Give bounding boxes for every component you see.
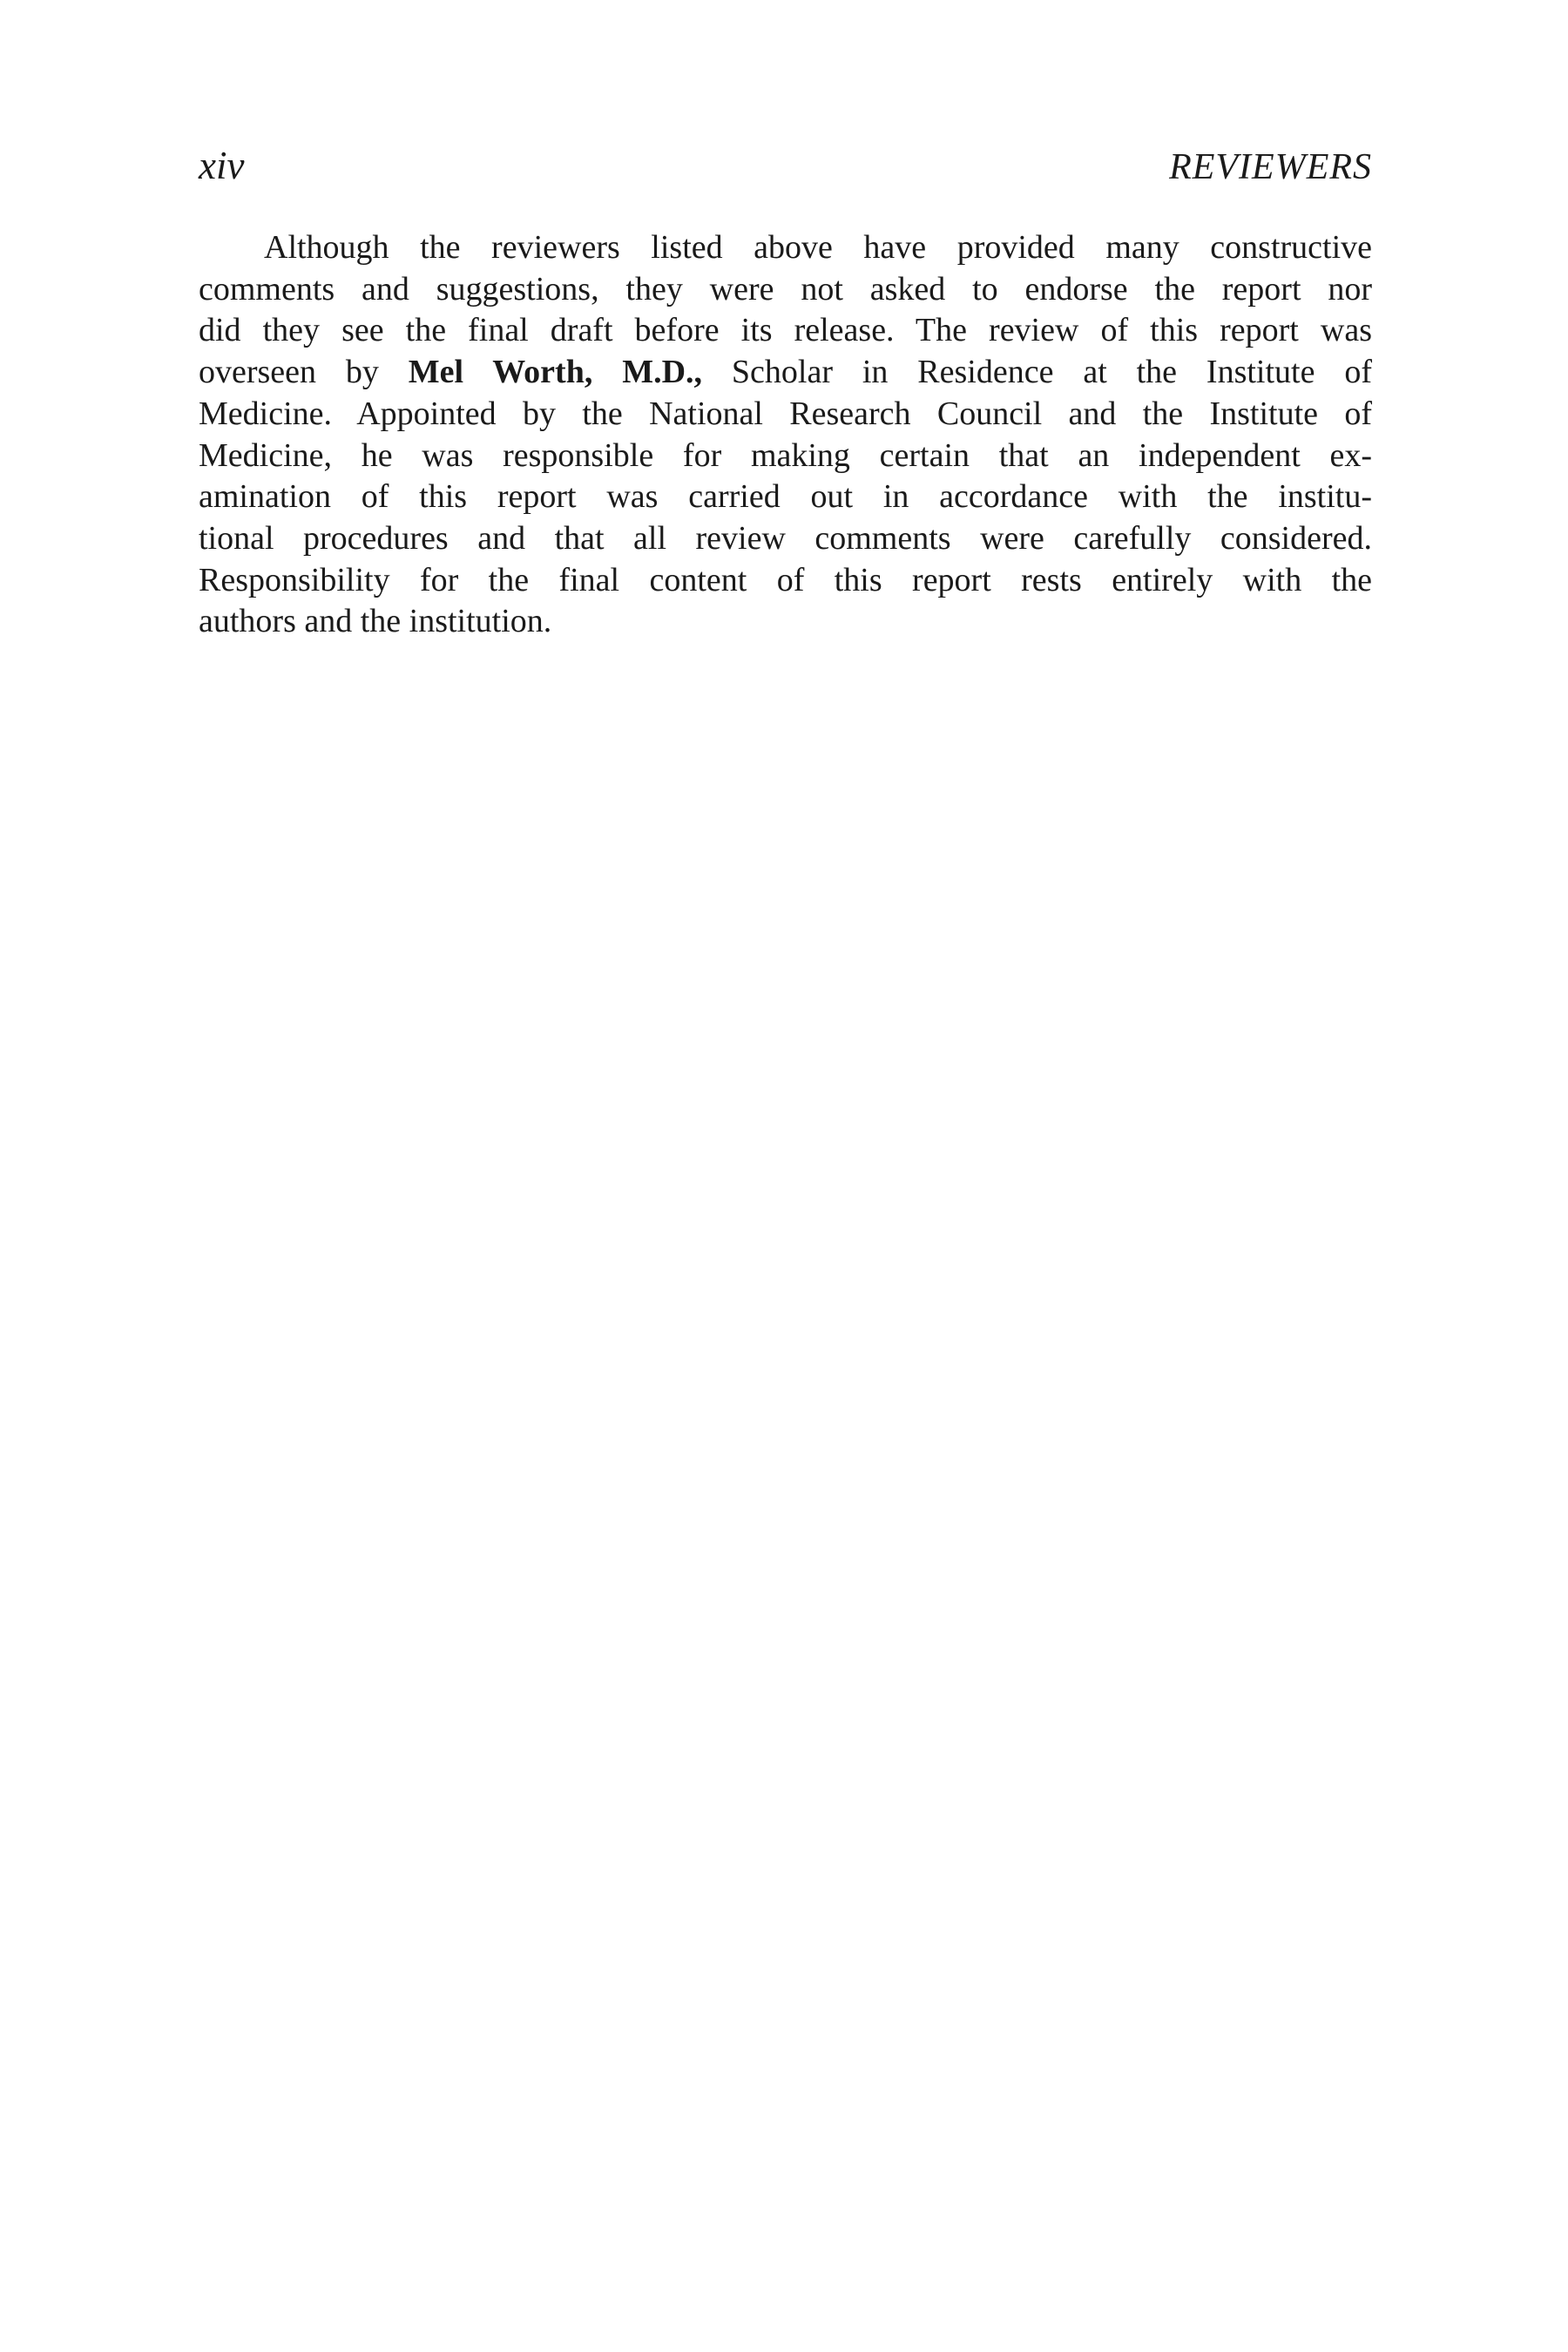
- page-header: [199, 146, 1372, 186]
- text-line: Although the reviewers listed above have provided many constructive: [264, 229, 1372, 266]
- reviewer-name-bold: Mel Worth, M.D.,: [408, 354, 703, 391]
- text-segment: Scholar in Residence at the Institute of: [702, 354, 1372, 391]
- text-segment: overseen by: [199, 354, 409, 391]
- text-line: [199, 352, 1372, 394]
- text-line: did they see the final draft before its release. The review of this report was: [199, 312, 1372, 349]
- running-header-title: REVIEWERS: [1169, 147, 1372, 187]
- text-line: comments and suggestions, they were not asked to endorse the report nor: [199, 270, 1372, 308]
- text-line: authors and the institution.: [199, 603, 552, 640]
- text-line: Responsibility for the final content of this report rests entirely with the: [199, 561, 1372, 598]
- text-line: Medicine. Appointed by the National Research Council and the Institute of: [199, 395, 1372, 432]
- text-line: amination of this report was carried out in accordance with the institu-: [199, 478, 1372, 516]
- text-line: tional procedures and that all review comments were carefully considered.: [199, 519, 1372, 557]
- body-paragraph: [199, 227, 1372, 643]
- text-line: Medicine, he was responsible for making certain that an independent ex-: [199, 436, 1372, 474]
- page-number: xiv: [199, 144, 245, 187]
